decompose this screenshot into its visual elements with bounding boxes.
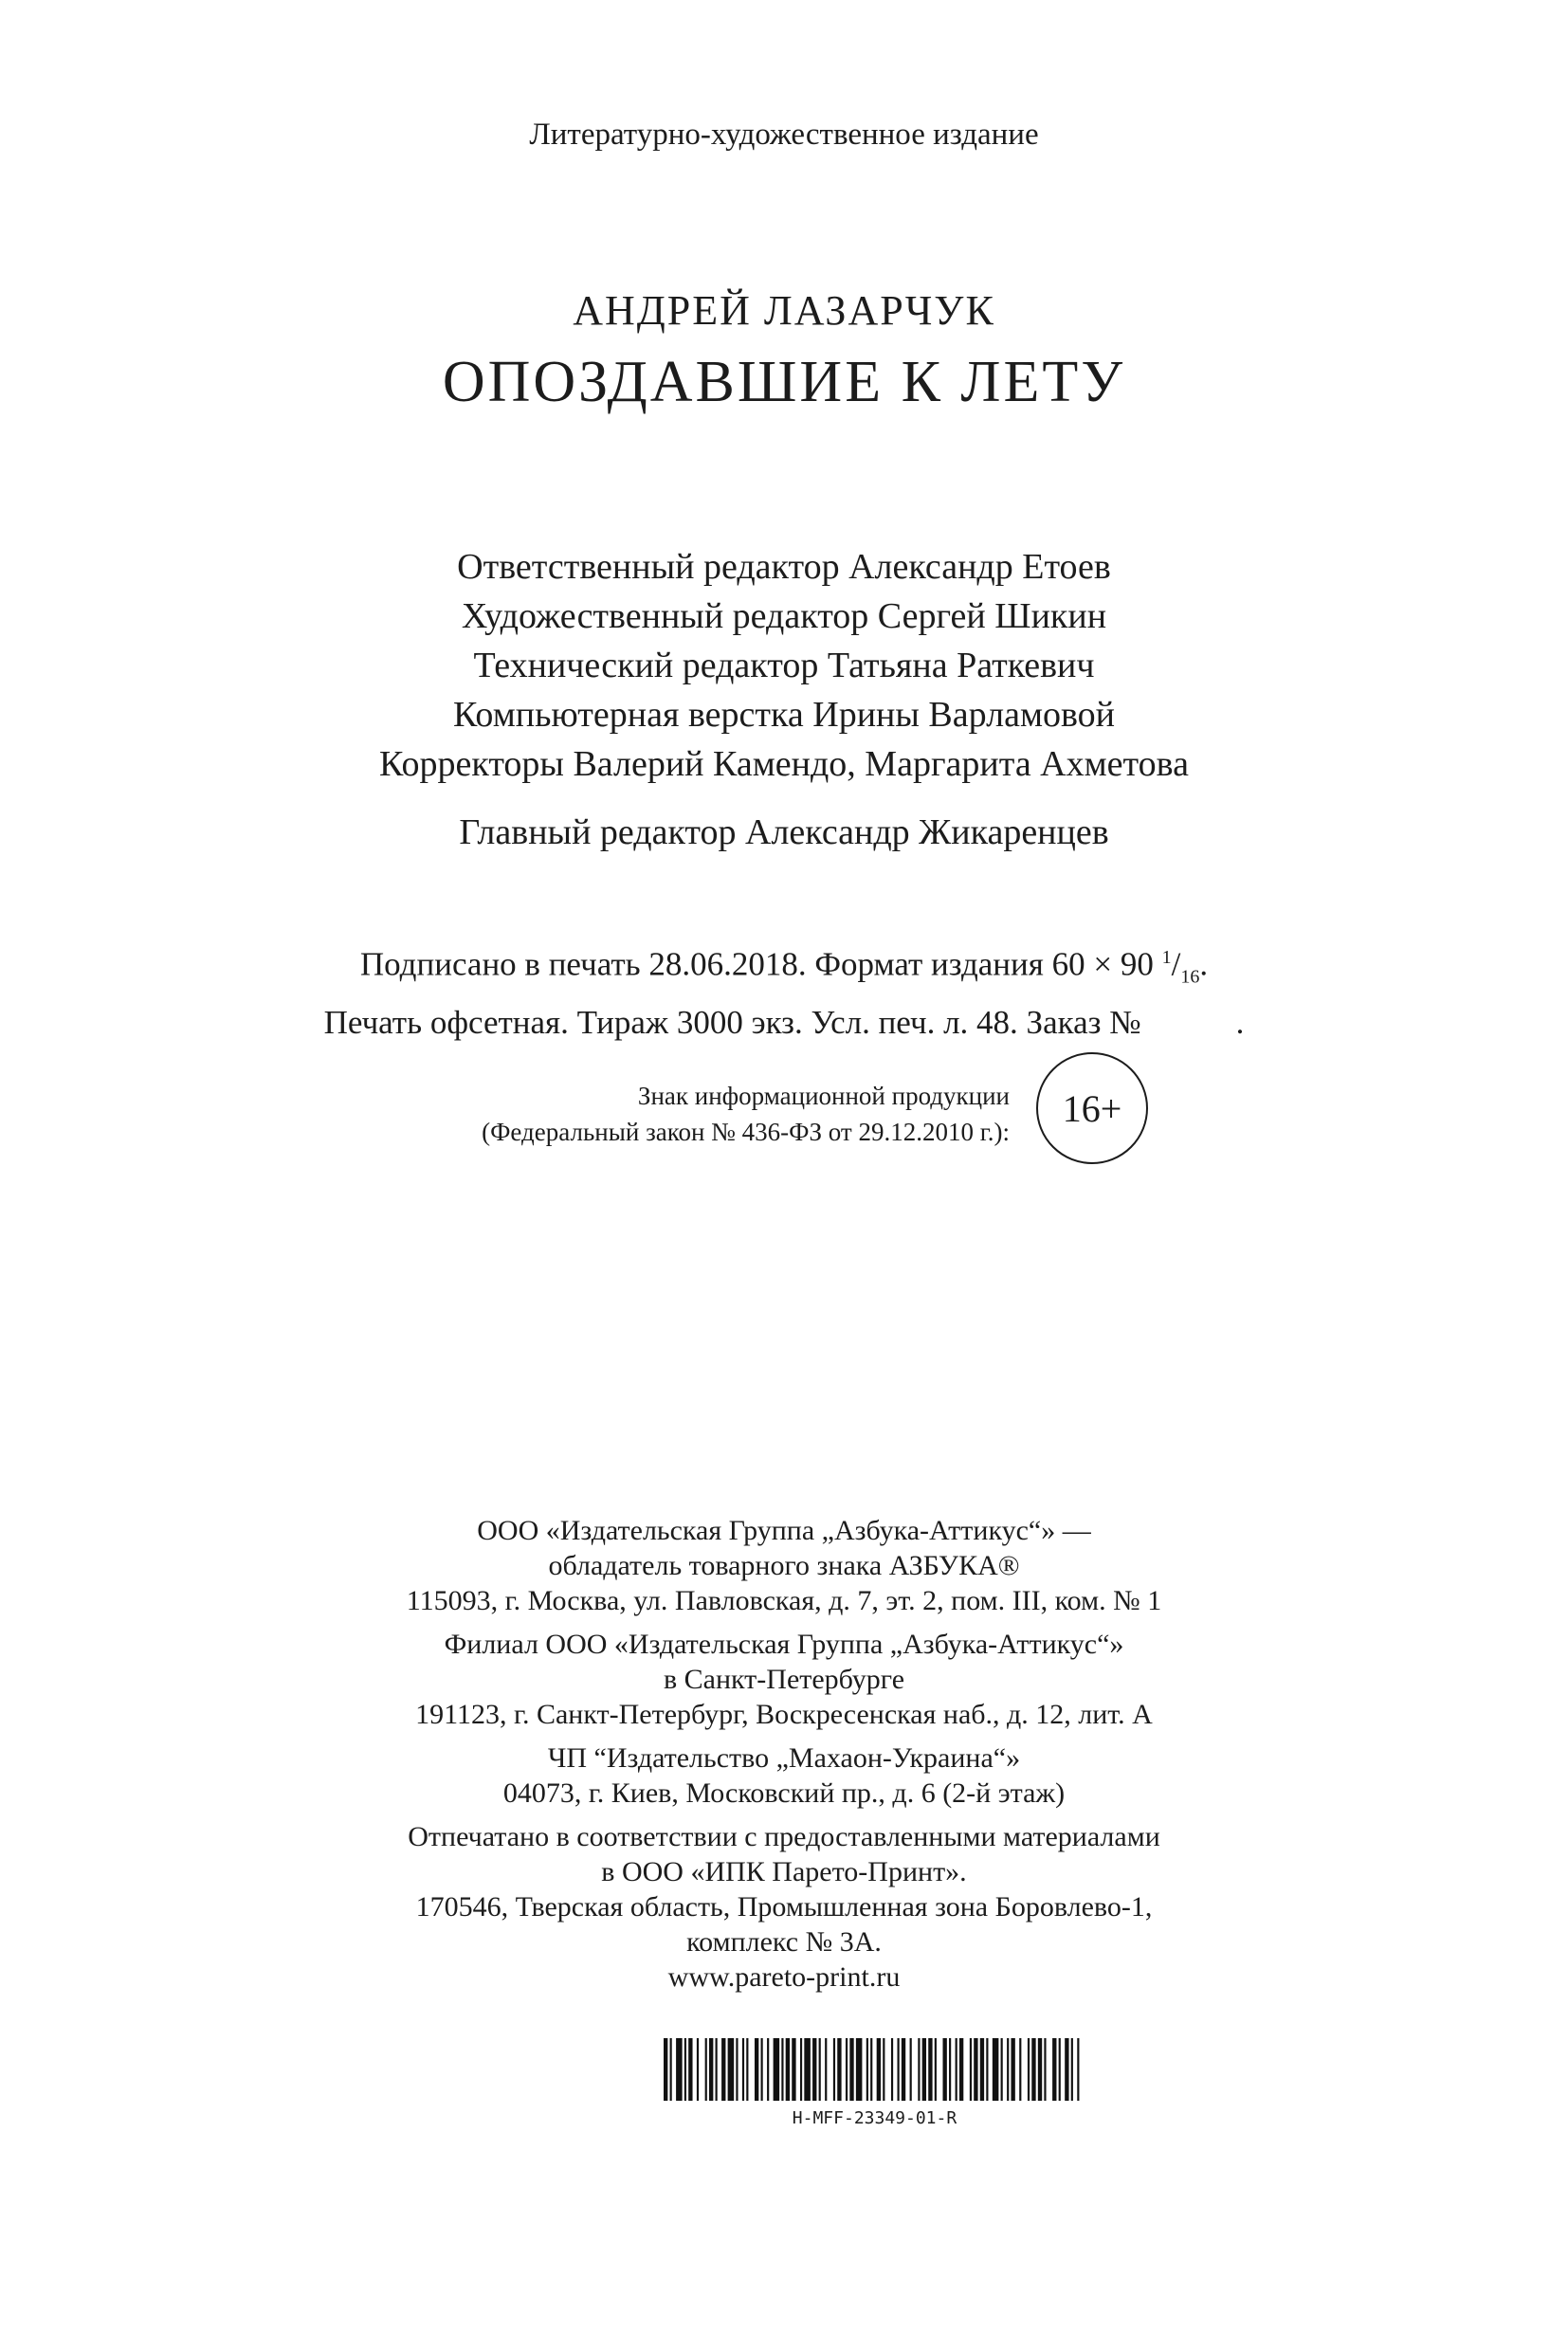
printer-website: www.pareto-print.ru <box>667 1961 901 1993</box>
barcode-bar <box>942 2038 946 2101</box>
staff-line: Корректоры Валерий Камендо, Маргарита Ахметова <box>379 744 1189 784</box>
genre-label: Литературно-художественное издание <box>529 118 1039 152</box>
barcode-bar <box>728 2038 735 2101</box>
barcode-bar <box>1059 2038 1061 2101</box>
barcode-bar <box>1001 2038 1003 2101</box>
print-imprint <box>0 935 1568 1046</box>
publisher-line: комплекс № 3А. <box>686 1926 882 1958</box>
publisher-line: 170546, Тверская область, Промышленная зона Боровлево-1, <box>415 1891 1153 1923</box>
barcode-bar <box>891 2038 893 2101</box>
barcode-bar <box>956 2038 957 2101</box>
publisher-info <box>0 1513 1568 1995</box>
barcode-bar <box>781 2038 783 2101</box>
chief-editor: Главный редактор Александр Жикаренцев <box>459 812 1109 852</box>
imprint-format-text: Подписано в печать 28.06.2018. Формат издания 60 × 90 <box>359 945 1154 983</box>
barcode-bar <box>819 2038 821 2101</box>
barcode-bar <box>1038 2038 1042 2101</box>
publisher-line: обладатель товарного знака АЗБУКА® <box>548 1550 1020 1581</box>
imprint-line-1: Подписано в печать 28.06.2018. Формат издания 60 × 90 $^1/_{16}$. <box>359 945 1209 988</box>
barcode-bar <box>767 2038 769 2101</box>
barcode-bar <box>1011 2038 1014 2101</box>
publisher-line: 04073, г. Киев, Московский пр., д. 6 (2-й этаж) <box>502 1777 1066 1809</box>
barcode-bar <box>742 2038 744 2101</box>
publisher-line: 191123, г. Санкт-Петербург, Воскресенская наб., д. 12, лит. А <box>415 1699 1153 1730</box>
barcode-bar <box>716 2038 718 2101</box>
age-mark-line-1: Знак информационной продукции <box>637 1082 1010 1110</box>
barcode-bar <box>684 2038 686 2101</box>
barcode-bar <box>898 2038 900 2101</box>
barcode-bar <box>949 2038 951 2101</box>
barcode-bar <box>804 2038 811 2101</box>
age-rating-label: 16+ <box>1062 1086 1122 1130</box>
barcode-bar <box>870 2038 872 2101</box>
age-mark-text <box>0 1078 1010 1150</box>
barcode-bar <box>833 2038 835 2101</box>
staff-line: Ответственный редактор Александр Етоев <box>457 547 1111 587</box>
age-mark-line-2: (Федеральный закон № 436-ФЗ от 29.12.2010 г.): <box>482 1118 1010 1146</box>
barcode-bar <box>1077 2038 1079 2101</box>
barcode-bar <box>846 2038 848 2101</box>
barcode-bar <box>676 2038 683 2101</box>
barcode-bar <box>1044 2038 1046 2101</box>
barcode-bar <box>705 2038 707 2101</box>
barcode-bar <box>918 2038 920 2101</box>
barcode-bar <box>800 2038 802 2101</box>
imprint-line-2 <box>0 1000 1568 1046</box>
barcode-bar <box>902 2038 905 2101</box>
barcode-bar <box>721 2038 725 2101</box>
barcode-bar <box>755 2038 758 2101</box>
barcode-bar <box>1031 2038 1035 2101</box>
author-name: АНДРЕЙ ЛАЗАРЧУК <box>573 287 995 334</box>
barcode-bar <box>935 2038 937 2101</box>
barcode-bar <box>1071 2038 1073 2101</box>
barcode <box>664 2038 1085 2101</box>
barcode-bar <box>959 2038 963 2101</box>
barcode-bar <box>812 2038 816 2101</box>
publisher-line: Филиал ООО «Издательская Группа „Азбука-Аттикус“» <box>444 1629 1124 1660</box>
book-title: ОПОЗДАВШИЕ К ЛЕТУ <box>442 350 1126 414</box>
barcode-bar <box>670 2038 672 2101</box>
publisher-line: ЧП “Издательство „Махаон-Украина“» <box>547 1742 1021 1774</box>
barcode-bar <box>746 2038 748 2101</box>
staff-line: Компьютерная верстка Ирины Варламовой <box>452 695 1116 735</box>
barcode-bar <box>986 2038 988 2101</box>
format-fraction-denominator: 16 <box>1180 966 1200 988</box>
format-fraction-numerator: 1 <box>1161 947 1172 968</box>
imprint-line-2-end: . <box>1235 1003 1245 1041</box>
publisher-line: в ООО «ИПК Парето-Принт». <box>601 1856 967 1887</box>
imprint-print-run-text: Печать офсетная. Тираж 3000 экз. Усл. печ. л. 48. Заказ № <box>323 1003 1141 1041</box>
staff-line: Технический редактор Татьяна Раткевич <box>473 646 1095 685</box>
barcode-bar <box>1065 2038 1068 2101</box>
barcode-bar <box>736 2038 738 2101</box>
barcode-bar <box>928 2038 932 2101</box>
barcode-bar <box>974 2038 977 2101</box>
barcode-bar <box>837 2038 841 2101</box>
barcode-bar <box>1028 2038 1030 2101</box>
barcode-bar <box>709 2038 713 2101</box>
publisher-line: 115093, г. Москва, ул. Павловская, д. 7, эт. 2, пом. III, ком. № 1 <box>406 1585 1162 1616</box>
barcode-bar <box>877 2038 881 2101</box>
imprint-line-1-end: . <box>1199 945 1209 983</box>
barcode-bar <box>688 2038 692 2101</box>
barcode-bar <box>664 2038 667 2101</box>
barcode-bar <box>1019 2038 1021 2101</box>
staff-credits <box>0 542 1568 789</box>
barcode-bar <box>866 2038 868 2101</box>
barcode-bar <box>697 2038 699 2101</box>
barcode-bar <box>774 2038 780 2101</box>
barcode-bar <box>993 2038 999 2101</box>
barcode-bar <box>856 2038 863 2101</box>
staff-line: Художественный редактор Сергей Шикин <box>461 596 1107 636</box>
barcode-bar <box>922 2038 926 2101</box>
publisher-line: ООО «Издательская Группа „Азбука-Аттикус“» — <box>477 1515 1091 1546</box>
barcode-bar <box>792 2038 795 2101</box>
barcode-bar <box>970 2038 972 2101</box>
barcode-bar <box>786 2038 790 2101</box>
barcode-bar <box>825 2038 827 2101</box>
barcode-bar <box>1052 2038 1056 2101</box>
barcode-bar <box>849 2038 853 2101</box>
barcode-bar <box>980 2038 984 2101</box>
barcode-bar <box>1007 2038 1009 2101</box>
barcode-label: H-MFF-23349-01-R <box>792 2108 957 2128</box>
barcode-bar <box>761 2038 763 2101</box>
barcode-bar <box>883 2038 884 2101</box>
age-rating-badge <box>1036 1052 1148 1164</box>
publisher-line: Отпечатано в соответствии с предоставленными материалами <box>408 1821 1160 1852</box>
publisher-line: в Санкт-Петербурге <box>663 1664 905 1695</box>
barcode-bar <box>910 2038 912 2101</box>
